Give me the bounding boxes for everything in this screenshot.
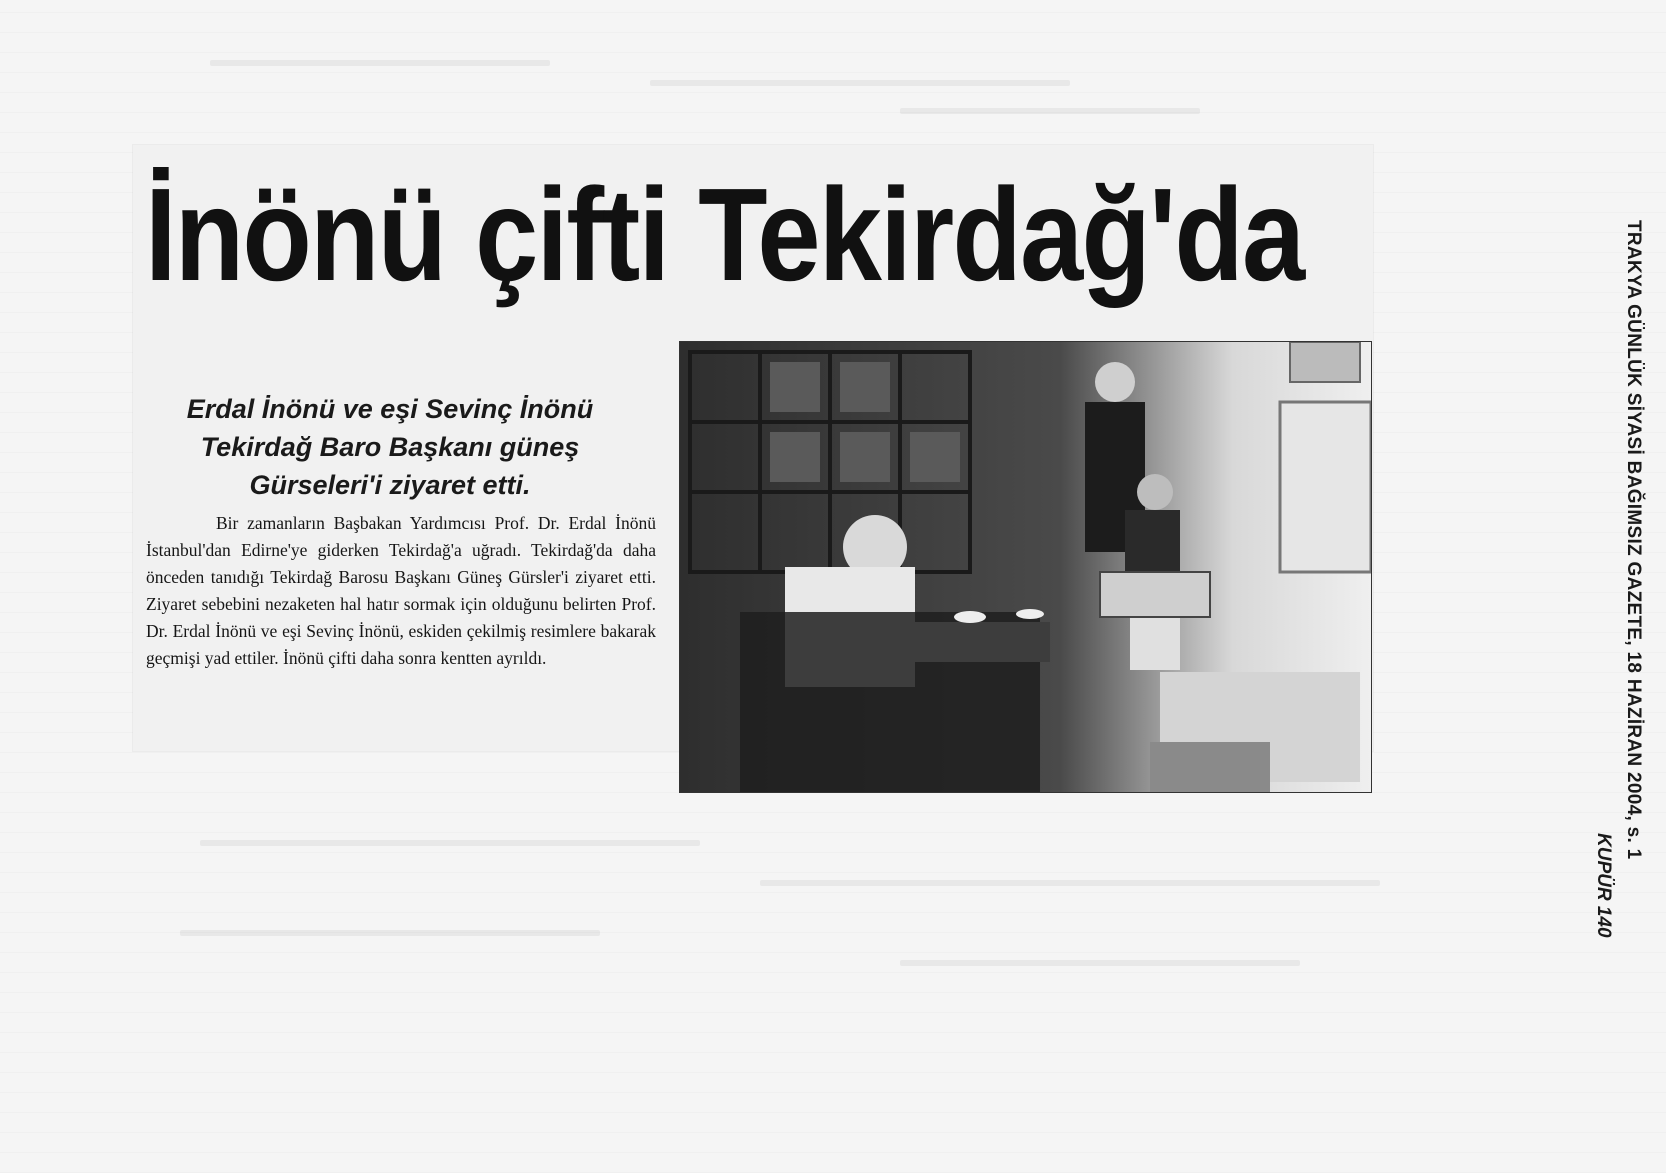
bleed-through-line — [900, 960, 1300, 966]
article-body: Bir zamanların Başbakan Yardımcısı Prof. Dr. Erdal İnönü İstanbul'dan Edirne'ye giderken Tekirdağ'a uğradı. Tekirdağ'da daha önceden tanıdığı Tekirdağ Barosu Başkanı Güneş Gürsler'i ziyaret etti. Ziyaret sebebini nezaketen hal hatır sormak için olduğunu belirten Prof. Dr. Erdal İnönü ve eşi Sevinç İnönü, eskiden çekilmiş resimlere bakarak geçmişi yad ettiler. İnönü çifti daha sonra kentten ayrıldı. — [146, 513, 656, 668]
archive-caption — [1593, 0, 1656, 1173]
article-photo — [679, 341, 1372, 793]
bleed-through-line — [200, 840, 700, 846]
article-headline: İnönü çifti Tekirdağ'da — [145, 161, 1304, 308]
bleed-through-line — [760, 880, 1380, 886]
article-subhead: Erdal İnönü ve eşi Sevinç İnönü Tekirdağ Baro Başkanı güneş Gürseleri'i ziyaret etti. — [186, 394, 594, 500]
bleed-through-line — [650, 80, 1070, 86]
bleed-through-line — [900, 108, 1200, 114]
bleed-through-line — [210, 60, 550, 66]
source-citation: TRAKYA GÜNLÜK SİYASİ BAĞIMSIZ GAZETE, 18 HAZİRAN 2004, s. 1 — [1623, 220, 1644, 860]
clipping-number: KUPÜR 140 — [1593, 833, 1614, 938]
bleed-through-line — [180, 930, 600, 936]
